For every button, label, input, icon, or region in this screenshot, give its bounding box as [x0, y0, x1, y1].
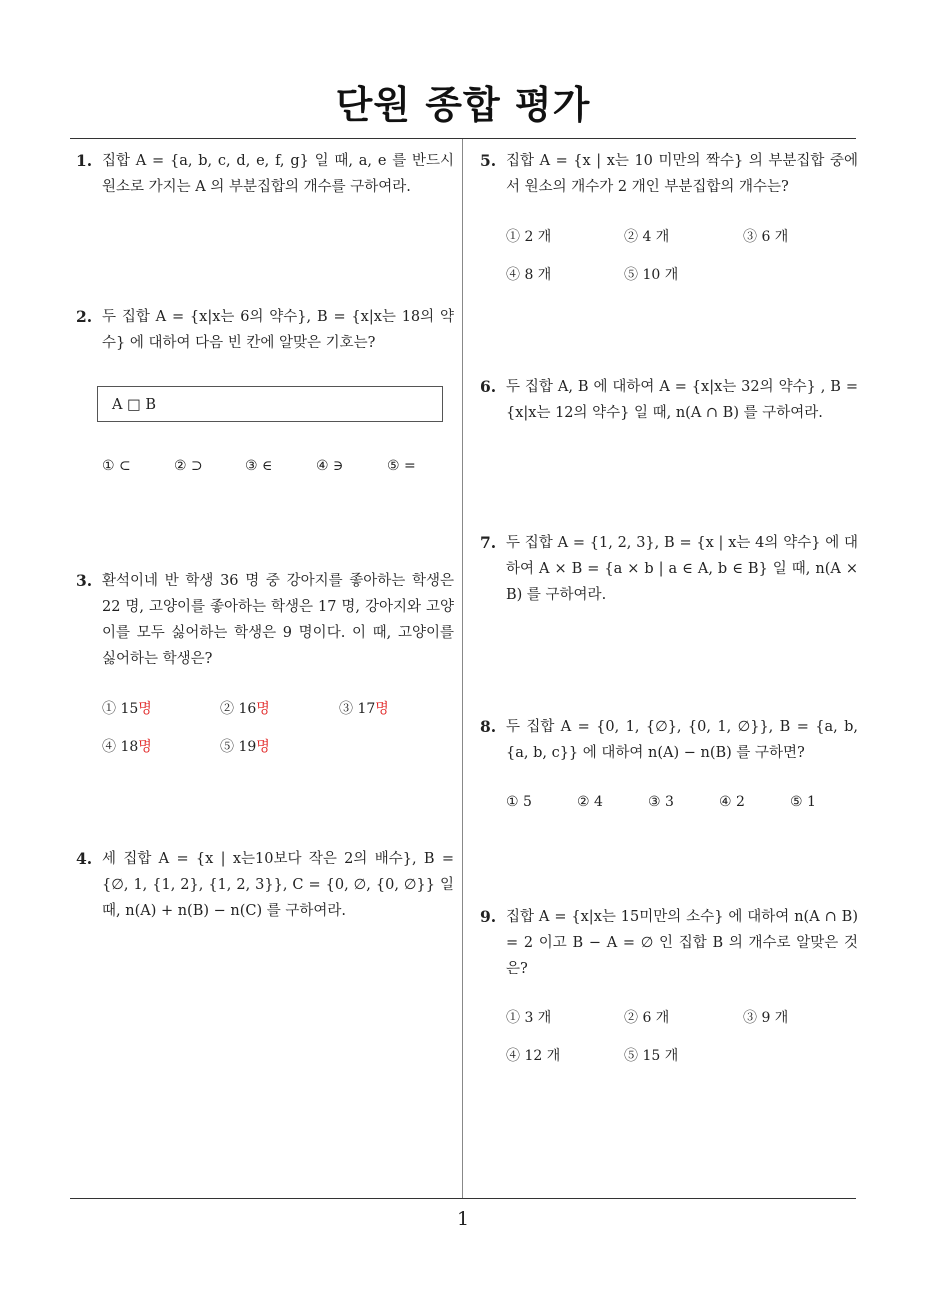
- options-q9: [506, 1007, 846, 1067]
- bottom-rule: [70, 1198, 856, 1199]
- question-4: [76, 846, 454, 924]
- option[interactable]: ④ 8 개: [506, 267, 552, 283]
- options-q2: [102, 458, 442, 478]
- options-q5: [506, 226, 846, 286]
- option[interactable]: ⑤ 19명: [220, 739, 270, 755]
- question-number: 6.: [480, 377, 497, 396]
- option[interactable]: ④ 2: [719, 794, 745, 810]
- option[interactable]: ④ 12 개: [506, 1048, 561, 1064]
- question-text: 집합 A = {x | x는 10 미만의 짝수} 의 부분집합 중에서 원소의 개수가 2 개인 부분집합의 개수는?: [506, 153, 858, 195]
- option[interactable]: ④ 18명: [102, 739, 152, 755]
- top-rule: [70, 138, 856, 139]
- option[interactable]: ③ 17명: [339, 701, 389, 717]
- option[interactable]: ③ 3: [648, 794, 674, 810]
- question-8: [480, 714, 858, 766]
- option[interactable]: ③ ∈: [245, 458, 273, 474]
- question-9: [480, 904, 858, 982]
- question-number: 8.: [480, 717, 497, 736]
- question-number: 1.: [76, 151, 93, 170]
- question-number: 3.: [76, 571, 93, 590]
- option[interactable]: ② 6 개: [624, 1010, 670, 1026]
- page-title: 단원 종합 평가: [335, 83, 591, 127]
- options-q8: [506, 794, 846, 814]
- option[interactable]: ② 16명: [220, 701, 270, 717]
- question-number: 2.: [76, 307, 93, 326]
- question-7: [480, 530, 858, 608]
- option[interactable]: ① 15명: [102, 701, 152, 717]
- question-number: 4.: [76, 849, 93, 868]
- option[interactable]: ② ⊃: [174, 458, 203, 474]
- option[interactable]: ⑤ 15 개: [624, 1048, 679, 1064]
- question-number: 5.: [480, 151, 497, 170]
- page-number: 1: [456, 1208, 470, 1230]
- question-text: 두 집합 A = {1, 2, 3}, B = {x | x는 4의 약수} 에 대하여 A × B = {a × b | a ∈ A, b ∈ B} 일 때, n(A × B) 를 구하여라.: [506, 535, 858, 603]
- question-3: [76, 568, 454, 672]
- question-text: 집합 A = {a, b, c, d, e, f, g} 일 때, a, e 를 반드시 원소로 가지는 A 의 부분집합의 개수를 구하여라.: [102, 153, 454, 195]
- question-6: [480, 374, 858, 426]
- option[interactable]: ① 2 개: [506, 229, 552, 245]
- option[interactable]: ⑤ 1: [790, 794, 816, 810]
- question-number: 9.: [480, 907, 497, 926]
- question-text: 두 집합 A = {x|x는 6의 약수}, B = {x|x는 18의 약수} 에 대하여 다음 빈 칸에 알맞은 기호는?: [102, 309, 454, 351]
- question-5: [480, 148, 858, 200]
- column-divider: [462, 139, 463, 1198]
- question-text: 두 집합 A = {0, 1, {∅}, {0, 1, ∅}}, B = {a, b, {a, b, c}} 에 대하여 n(A) − n(B) 를 구하면?: [506, 719, 858, 761]
- question-text: 환석이네 반 학생 36 명 중 강아지를 좋아하는 학생은 22 명, 고양이를 좋아하는 학생은 17 명, 강아지와 고양이를 모두 싫어하는 학생은 9 명이다. 이 때, 고양이를 싫어하는 학생은?: [102, 573, 454, 667]
- option[interactable]: ④ ∋: [316, 458, 344, 474]
- question-text: 세 집합 A = {x | x는10보다 작은 2의 배수}, B = {∅, 1, {1, 2}, {1, 2, 3}}, C = {0, ∅, {0, ∅}} 일 때, n(A) + n(B) − n(C) 를 구하여라.: [102, 851, 454, 919]
- answer-box: A □ B: [97, 386, 443, 422]
- option[interactable]: ① 5: [506, 794, 532, 810]
- question-2: [76, 304, 454, 356]
- question-1: [76, 148, 454, 200]
- option[interactable]: ① 3 개: [506, 1010, 552, 1026]
- option[interactable]: ① ⊂: [102, 458, 131, 474]
- question-number: 7.: [480, 533, 497, 552]
- options-q3: [102, 698, 442, 758]
- question-text: 두 집합 A, B 에 대하여 A = {x|x는 32의 약수} , B = {x|x는 12의 약수} 일 때, n(A ∩ B) 를 구하여라.: [506, 379, 858, 421]
- option[interactable]: ③ 6 개: [743, 229, 789, 245]
- option[interactable]: ② 4: [577, 794, 603, 810]
- question-text: 집합 A = {x|x는 15미만의 소수} 에 대하여 n(A ∩ B) = 2 이고 B − A = ∅ 인 집합 B 의 개수로 알맞은 것은?: [506, 909, 858, 977]
- option[interactable]: ⑤ 10 개: [624, 267, 679, 283]
- option[interactable]: ② 4 개: [624, 229, 670, 245]
- option[interactable]: ③ 9 개: [743, 1010, 789, 1026]
- option[interactable]: ⑤ =: [387, 458, 416, 474]
